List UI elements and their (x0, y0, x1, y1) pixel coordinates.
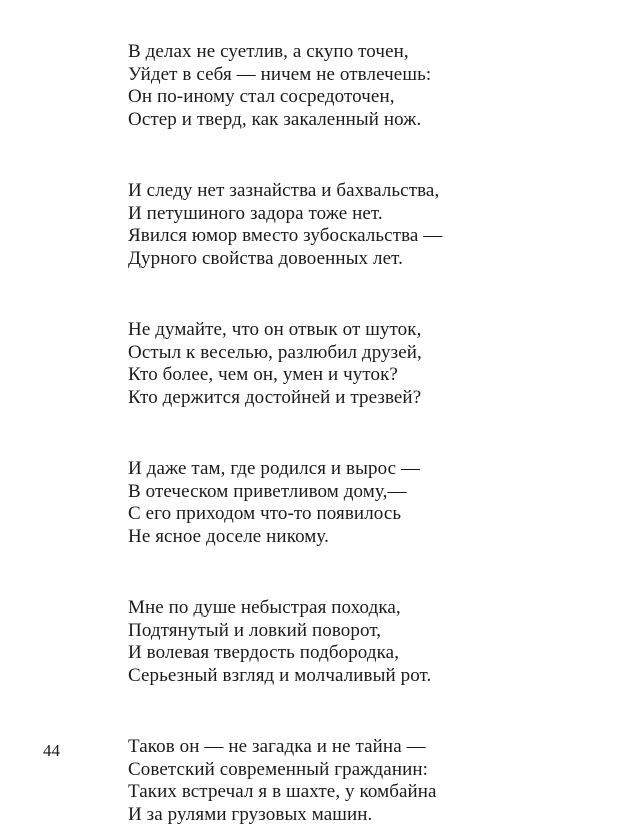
poem-line: И за рулями грузовых машин. (128, 804, 598, 826)
poem-line: Таких встречал я в шахте, у комбайна (128, 781, 598, 804)
poem-line: Явился юмор вместо зубоскальства — (128, 225, 598, 248)
poem-line: Кто более, чем он, умен и чуток? (128, 364, 598, 387)
poem-line: Остыл к веселью, разлюбил друзей, (128, 342, 598, 365)
poem-line: Уйдет в себя — ничем не отвлечешь: (128, 64, 598, 87)
poem-line: И петушиного задора тоже нет. (128, 203, 598, 226)
poem-line: Серьезный взгляд и молчаливый рот. (128, 665, 598, 688)
poem-line: Остер и тверд, как закаленный нож. (128, 109, 598, 132)
stanza-2 (128, 180, 598, 270)
poem-line: Не ясное доселе никому. (128, 526, 598, 549)
poem-line: Не думайте, что он отвык от шуток, (128, 319, 598, 342)
poem-line: В делах не суетлив, а скупо точен, (128, 41, 598, 64)
poem (128, 41, 598, 826)
poem-line: Кто держится достойней и трезвей? (128, 387, 598, 410)
stanza-5 (128, 597, 598, 687)
poem-line: И следу нет зазнайства и бахвальства, (128, 180, 598, 203)
poem-line: Советский современный гражданин: (128, 759, 598, 782)
poem-line: В отеческом приветливом дому,— (128, 481, 598, 504)
stanza-1 (128, 41, 598, 131)
poem-line: Дурного свойства довоенных лет. (128, 248, 598, 271)
stanza-6 (128, 736, 598, 826)
poem-line: Подтянутый и ловкий поворот, (128, 620, 598, 643)
poem-line: С его приходом что-то появилось (128, 503, 598, 526)
poem-line: И даже там, где родился и вырос — (128, 458, 598, 481)
poem-line: И волевая твердость подбородка, (128, 642, 598, 665)
stanza-4 (128, 458, 598, 548)
poem-line: Мне по душе небыстрая походка, (128, 597, 598, 620)
poem-line: Он по-иному стал сосредоточен, (128, 86, 598, 109)
poem-line: Таков он — не загадка и не тайна — (128, 736, 598, 759)
page-number: 44 (43, 741, 60, 761)
stanza-3 (128, 319, 598, 409)
